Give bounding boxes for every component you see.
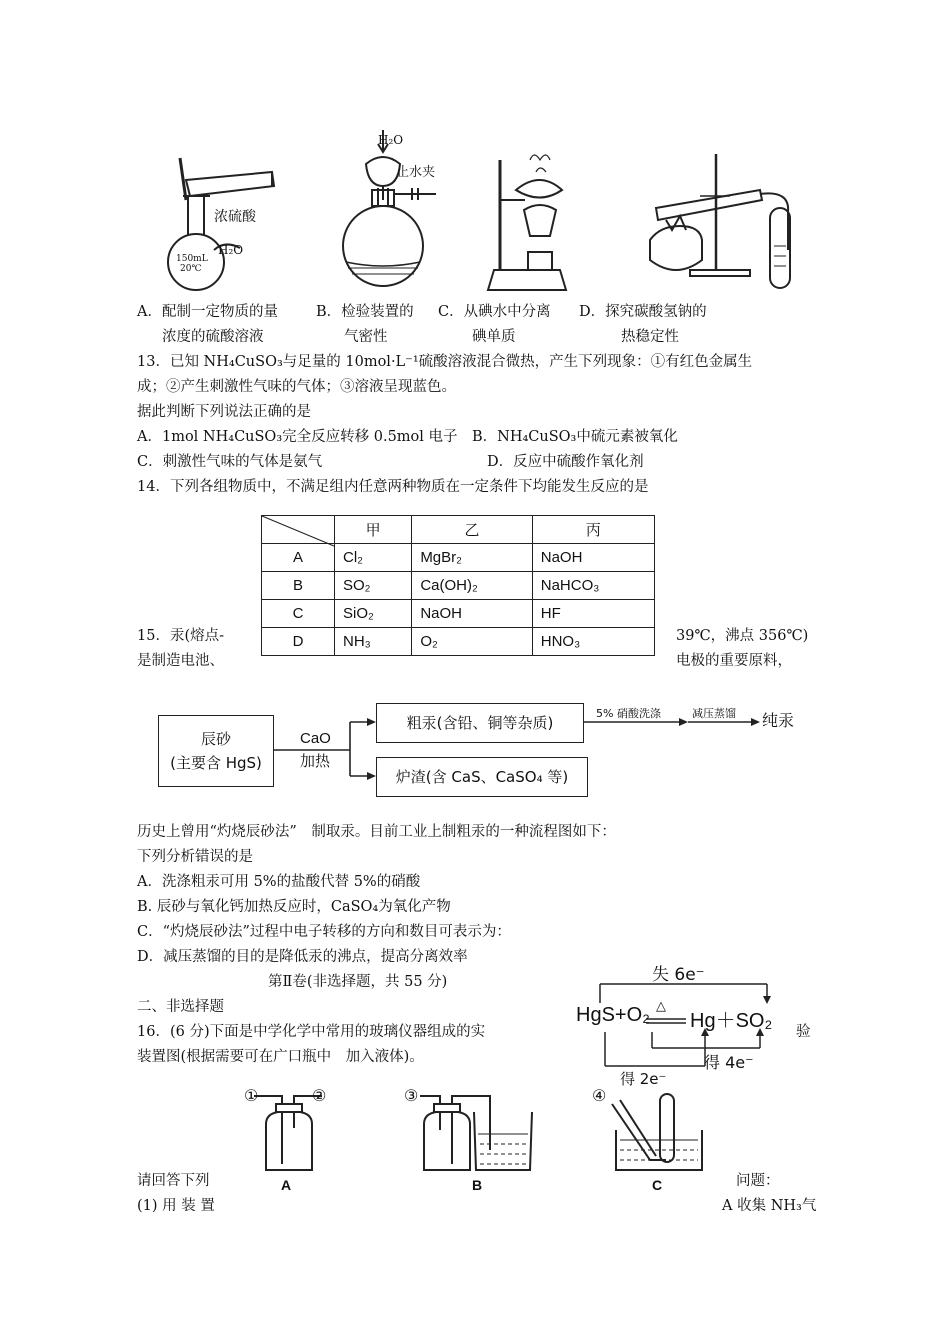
flow-wash-step: 5% 硝酸洗涤	[596, 707, 661, 720]
electron-lose-label: 失 6e⁻	[652, 965, 705, 985]
equation-condition: △	[656, 998, 666, 1013]
option-b: B．检验装置的	[316, 304, 414, 320]
flow-pure-product: 纯汞	[762, 711, 795, 730]
label-b: B	[472, 1177, 483, 1193]
q15-line1-right: 39℃，沸点 356℃)	[676, 628, 809, 644]
table-header: 甲	[335, 516, 412, 544]
flow-source-name: 辰砂	[200, 730, 231, 748]
q15-line2-right: 电极的重要原料，	[676, 653, 792, 669]
trough-c	[612, 1094, 702, 1170]
q15-option-b: B. 辰砂与氧化钙加热反应时，CaSO₄为氧化产物	[137, 899, 451, 915]
table-cell: SO₂	[335, 572, 412, 600]
equation-products: Hg＋SO₂	[690, 1010, 773, 1032]
electron-gain2-label: 得 2e⁻	[620, 1070, 667, 1088]
table-cell: C	[262, 600, 335, 628]
option-a-cont: 浓度的硫酸溶液	[162, 329, 264, 345]
bottle-port-2: ②	[312, 1086, 327, 1105]
option-d: D．探究碳酸氢钠的	[579, 304, 707, 320]
q13-option-b: B．NH₄CuSO₃中硫元素被氧化	[472, 429, 678, 445]
q16-ask-left: 请回答下列	[137, 1173, 210, 1189]
table-cell: D	[262, 628, 335, 656]
flow-crude-box: 粗汞(含铅、铜等杂质)	[376, 703, 584, 743]
table-cell: A	[262, 544, 335, 572]
q16-sub1-left: (1) 用 装 置	[137, 1198, 215, 1214]
flow-slag-box: 炉渣(含 CaS、CaSO₄ 等)	[376, 757, 588, 797]
table-cell: O₂	[412, 628, 532, 656]
apparatus-label-h2o-low: H₂O	[218, 243, 244, 257]
q14-stem: 14．下列各组物质中，不满足组内任意两种物质在一定条件下均能发生反应的是	[137, 479, 649, 495]
option-d-cont: 热稳定性	[621, 329, 679, 345]
apparatus-label-temp: 20℃	[180, 264, 202, 274]
apparatus-label-clamp: 止水夹	[396, 165, 436, 180]
label-a: A	[281, 1177, 292, 1193]
table-header: 丙	[532, 516, 654, 544]
equation-reactants: HgS+O₂	[576, 1004, 650, 1026]
q16-line1: 16．(6 分)下面是中学化学中常用的玻璃仪器组成的实	[137, 1024, 486, 1040]
q15-line2-left: 是制造电池、	[137, 653, 224, 669]
q13-line1: 13．已知 NH₄CuSO₃与足量的 10mol·L⁻¹硫酸溶液混合微热，产生下列现象：①有红色金属生	[137, 354, 753, 370]
bottle-port-4: ④	[592, 1086, 607, 1105]
bottle-a	[254, 1096, 322, 1170]
table-header: 乙	[412, 516, 532, 544]
q16-ask-right: 问题：	[736, 1173, 780, 1189]
table-cell: NaOH	[412, 600, 532, 628]
label-c: C	[652, 1177, 663, 1193]
electron-gain4-label: 得 4e⁻	[704, 1053, 754, 1072]
table-cell: NaHCO₃	[532, 572, 654, 600]
flow-condition-reagent: CaO	[300, 730, 331, 747]
table-cell: HNO₃	[532, 628, 654, 656]
flow-distill-step: 减压蒸馏	[692, 707, 736, 720]
q13-line3: 据此判断下列说法正确的是	[137, 404, 311, 420]
q13-line2: 成；②产生刺激性气味的气体；③溶液呈现蓝色。	[137, 379, 456, 395]
table-cell: SiO₂	[335, 600, 412, 628]
q15-option-c: C．“灼烧辰砂法”过程中电子转移的方向和数目可表示为：	[137, 924, 511, 940]
q15-line1-left: 15．汞(熔点-	[137, 628, 225, 644]
part2-title: 第Ⅱ卷(非选择题，共 55 分)	[268, 974, 448, 990]
apparatus-label-volume: 150mL	[176, 254, 208, 264]
table-cell: B	[262, 572, 335, 600]
q16-line2: 装置图(根据需要可在广口瓶中 加入液体)。	[137, 1049, 424, 1065]
q13-option-c: C．刺激性气味的气体是氨气	[137, 454, 323, 470]
table-cell: MgBr₂	[412, 544, 532, 572]
apparatus-label-h2o-top: H₂O	[378, 133, 404, 147]
table-cell: Ca(OH)₂	[412, 572, 532, 600]
q15-line3: 历史上曾用“灼烧辰砂法” 制取汞。目前工业上制粗汞的一种流程图如下：	[137, 824, 616, 840]
q16-sub1-right: A 收集 NH₃气	[722, 1198, 817, 1214]
table-cell: NH₃	[335, 628, 412, 656]
bottle-b	[420, 1096, 532, 1170]
bottle-port-1: ①	[244, 1086, 259, 1105]
table-cell: Cl₂	[335, 544, 412, 572]
option-b-cont: 气密性	[344, 329, 388, 345]
option-c-cont: 碘单质	[472, 329, 516, 345]
apparatus-label-acid: 浓硫酸	[214, 209, 256, 225]
q16-line1-right: 验	[796, 1024, 811, 1040]
q15-option-d: D．减压蒸馏的目的是降低汞的沸点，提高分离效率	[137, 949, 468, 965]
table-cell: NaOH	[532, 544, 654, 572]
q15-option-a: A．洗涤粗汞可用 5%的盐酸代替 5%的硝酸	[137, 874, 421, 890]
q15-line4: 下列分析错误的是	[137, 849, 253, 865]
q13-option-d: D．反应中硫酸作氧化剂	[487, 454, 644, 470]
part2-section: 二、非选择题	[137, 999, 224, 1015]
option-c: C．从碘水中分离	[438, 304, 551, 320]
flow-source-note: (主要含 HgS)	[170, 754, 262, 772]
bottle-port-3: ③	[404, 1086, 419, 1105]
option-a: A．配制一定物质的量	[137, 304, 278, 320]
table-cell: HF	[532, 600, 654, 628]
flow-condition-heat: 加热	[300, 752, 331, 770]
q13-option-a: A．1mol NH₄CuSO₃完全反应转移 0.5mol 电子	[137, 429, 458, 445]
